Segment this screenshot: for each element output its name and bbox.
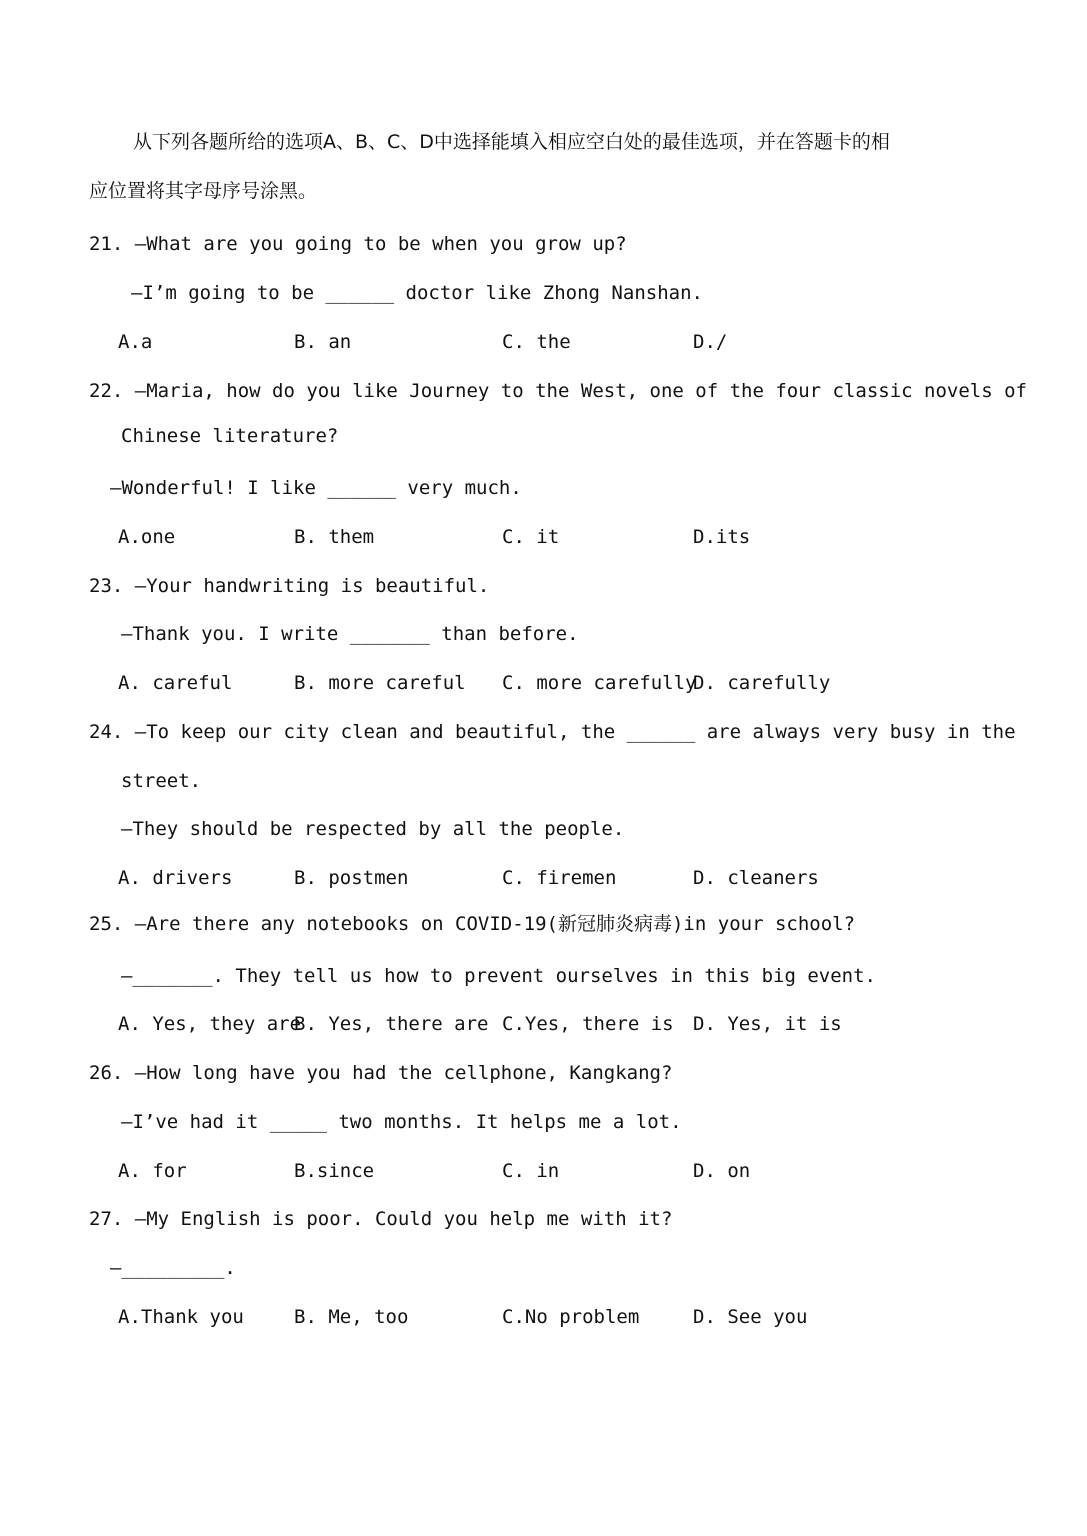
option-d: D. See you — [693, 1306, 808, 1328]
option-c: C.No problem — [502, 1306, 640, 1328]
answer-line: —They should be respected by all the people. — [121, 818, 625, 840]
question-stem-continued: Chinese literature? — [121, 425, 339, 447]
option-a: A.Thank you — [118, 1306, 244, 1328]
answer-line: —I’m going to be ______ doctor like Zhong Nanshan. — [131, 282, 703, 304]
question-stem: 21. —What are you going to be when you grow up? — [89, 233, 627, 255]
question-stem: 23. —Your handwriting is beautiful. — [89, 575, 490, 597]
answer-line: —I’ve had it _____ two months. It helps me a lot. — [121, 1111, 682, 1133]
option-d: D.its — [693, 526, 751, 548]
option-b: B. them — [294, 526, 375, 548]
option-b: B. Me, too — [294, 1306, 409, 1328]
option-a: A. careful — [118, 672, 233, 694]
option-a: A. drivers — [118, 867, 233, 889]
option-d: D. cleaners — [693, 867, 819, 889]
option-a: A. Yes, they are — [118, 1013, 302, 1035]
option-c: C. firemen — [502, 867, 617, 889]
option-a: A.a — [118, 331, 153, 353]
question-stem: 25. —Are there any notebooks on COVID-19(新冠肺炎病毒)in your school? — [89, 913, 856, 935]
instruction-line-1: 从下列各题所给的选项A、B、C、D中选择能填入相应空白处的最佳选项，并在答题卡的相 — [133, 131, 890, 153]
question-stem: 24. —To keep our city clean and beautiful, the ______ are always very busy in the — [89, 721, 1016, 743]
option-d: D. on — [693, 1160, 751, 1182]
question-stem-continued: street. — [121, 770, 202, 792]
answer-line: —_______. They tell us how to prevent ourselves in this big event. — [121, 965, 876, 987]
option-b: B.since — [294, 1160, 375, 1182]
option-d: D./ — [693, 331, 728, 353]
option-b: B. Yes, there are — [294, 1013, 489, 1035]
instruction-line-2: 应位置将其字母序号涂黑。 — [89, 180, 318, 202]
option-b: B. postmen — [294, 867, 409, 889]
option-d: D. Yes, it is — [693, 1013, 842, 1035]
option-b: B. more careful — [294, 672, 466, 694]
option-c: C. the — [502, 331, 571, 353]
option-c: C. it — [502, 526, 560, 548]
option-c: C. in — [502, 1160, 560, 1182]
option-c: C.Yes, there is — [502, 1013, 674, 1035]
answer-line: —Wonderful! I like ______ very much. — [110, 477, 522, 499]
option-a: A. for — [118, 1160, 187, 1182]
option-c: C. more carefully — [502, 672, 697, 694]
option-a: A.one — [118, 526, 176, 548]
question-stem: 22. —Maria, how do you like Journey to the West, one of the four classic novels of — [89, 380, 1027, 402]
question-stem: 26. —How long have you had the cellphone, Kangkang? — [89, 1062, 673, 1084]
option-b: B. an — [294, 331, 352, 353]
answer-line: —Thank you. I write _______ than before. — [121, 623, 579, 645]
question-stem: 27. —My English is poor. Could you help me with it? — [89, 1208, 673, 1230]
option-d: D. carefully — [693, 672, 831, 694]
answer-line: —_________. — [110, 1257, 236, 1279]
